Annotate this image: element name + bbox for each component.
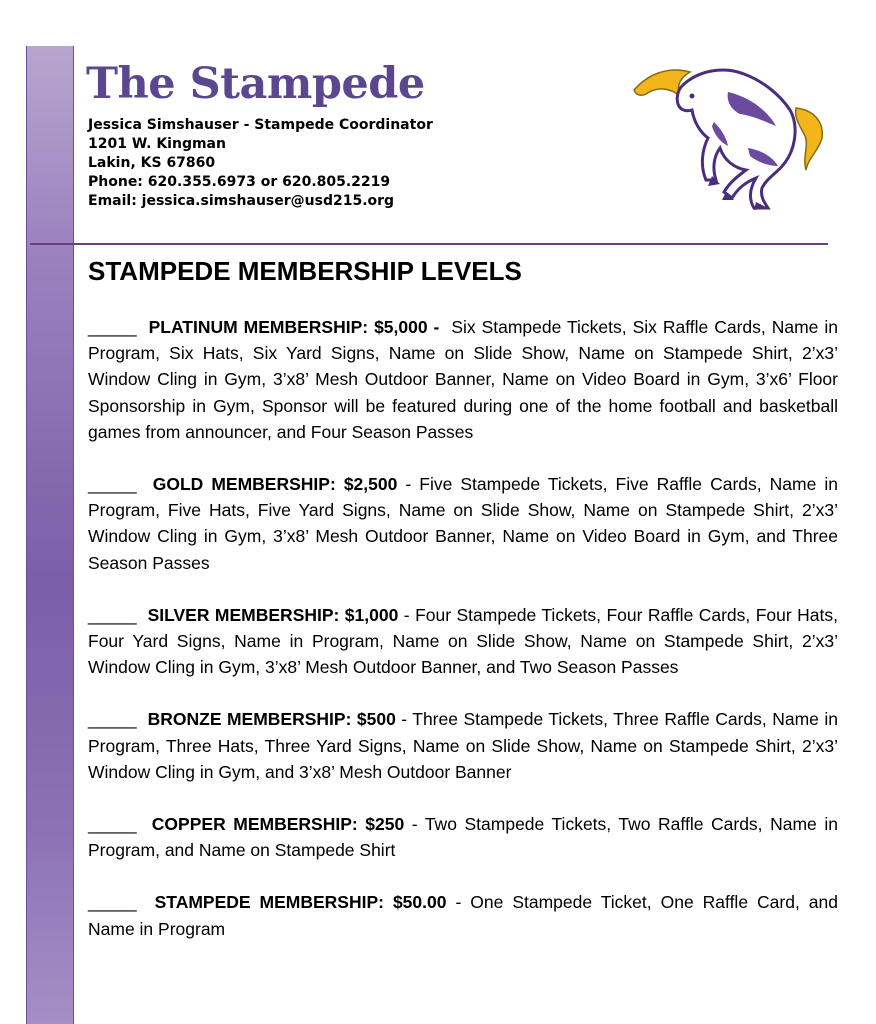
checkbox-blank[interactable]: _____ bbox=[88, 604, 137, 625]
checkbox-blank[interactable]: _____ bbox=[88, 892, 137, 913]
membership-levels-list bbox=[88, 314, 838, 968]
level-name: BRONZE MEMBERSHIP: $500 bbox=[147, 709, 396, 730]
email-address: Email: jessica.simshauser@usd215.org bbox=[88, 193, 395, 209]
horse-body bbox=[677, 70, 795, 208]
membership-level-copper bbox=[88, 811, 838, 863]
membership-levels-heading: STAMPEDE MEMBERSHIP LEVELS bbox=[88, 256, 522, 286]
side-accent-bar bbox=[26, 46, 74, 1024]
membership-level-platinum bbox=[88, 314, 838, 445]
level-description: Six Stampede Tickets, Six Raffle Cards, Name in Program, Six Hats, Six Yard Signs, Name on Slide Show, Name on Stampede Shirt, 2’x3’ Window Cling in Gym, 3’x8’ Mesh Outdoor Banner, Name on Video Board in Gym, 3’x6’ Floor Sponsorship in Gym, Sponsor will be featured during one of the home football and basketball games from announcer, and Four Season Passes bbox=[88, 317, 838, 442]
phone-numbers: Phone: 620.355.6973 or 620.805.2219 bbox=[88, 174, 391, 190]
coordinator-name: Jessica Simshauser - Stampede Coordinator bbox=[88, 117, 433, 133]
page-title: The Stampede bbox=[86, 59, 425, 109]
level-description: - Four Stampede Tickets, Four Raffle Cards, Four Hats, Four Yard Signs, Name in Program, Name on Slide Show, Name on Stampede Shirt, 2’x3’ Window Cling in Gym, 3’x8’ Mesh Outdoor Banner, and Two Season Passes bbox=[88, 604, 838, 678]
level-name: GOLD MEMBERSHIP: $2,500 bbox=[152, 474, 398, 495]
level-description: - One Stampede Ticket, One Raffle Card, and Name in Program bbox=[88, 892, 838, 939]
header-divider bbox=[30, 243, 828, 245]
level-description: - Two Stampede Tickets, Two Raffle Cards, Name in Program, and Name on Stampede Shirt bbox=[88, 814, 838, 861]
membership-level-gold bbox=[88, 471, 838, 576]
contact-block bbox=[88, 116, 433, 211]
street-address: 1201 W. Kingman bbox=[88, 136, 226, 152]
checkbox-blank[interactable]: _____ bbox=[88, 814, 137, 835]
checkbox-blank[interactable]: _____ bbox=[88, 474, 137, 495]
horse-tail bbox=[796, 108, 823, 170]
level-name: COPPER MEMBERSHIP: $250 bbox=[151, 814, 405, 835]
membership-level-silver bbox=[88, 602, 838, 681]
level-name: PLATINUM MEMBERSHIP: $5,000 - bbox=[148, 317, 440, 337]
checkbox-blank[interactable]: _____ bbox=[88, 317, 137, 337]
level-description: - Five Stampede Tickets, Five Raffle Cards, Name in Program, Five Hats, Five Yard Signs, Name on Slide Show, Name on Stampede Shirt, 2’x3’ Window Cling in Gym, 3’x8’ Mesh Outdoor Banner, Name on Video Board in Gym, and Three Season Passes bbox=[88, 474, 838, 573]
city-state-zip: Lakin, KS 67860 bbox=[88, 155, 216, 171]
membership-level-bronze bbox=[88, 706, 838, 785]
level-name: SILVER MEMBERSHIP: $1,000 bbox=[147, 604, 399, 625]
level-name: STAMPEDE MEMBERSHIP: $50.00 bbox=[154, 892, 447, 913]
level-description: - Three Stampede Tickets, Three Raffle Cards, Name in Program, Three Hats, Three Yard Signs, Name on Slide Show, Name on Stampede Shirt, 2’x3’ Window Cling in Gym, and 3’x8’ Mesh Outdoor Banner bbox=[88, 709, 838, 782]
bucking-horse-icon bbox=[628, 52, 838, 212]
membership-level-stampede bbox=[88, 889, 838, 941]
checkbox-blank[interactable]: _____ bbox=[88, 709, 137, 730]
